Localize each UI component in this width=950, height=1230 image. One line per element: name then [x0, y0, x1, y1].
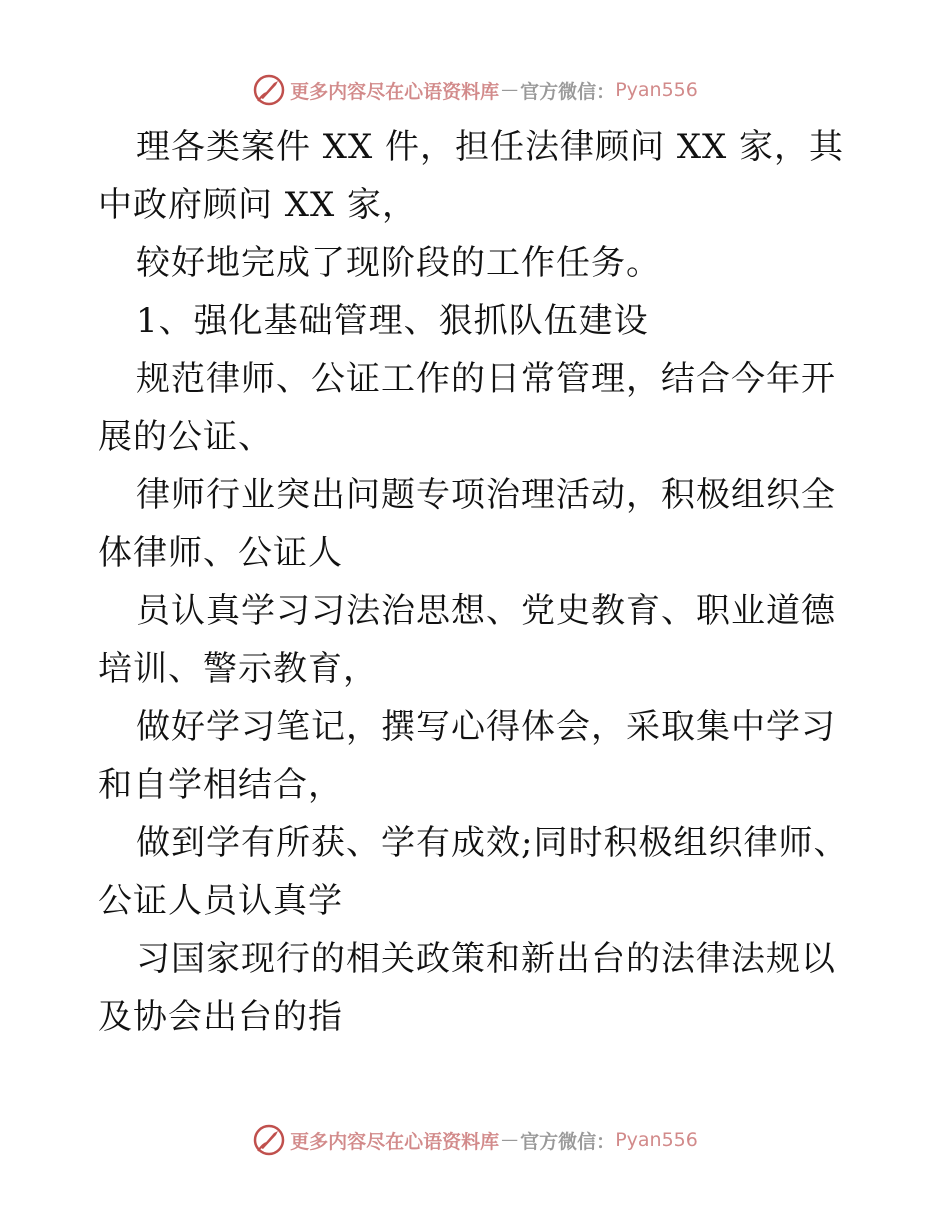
paragraph-line: 1、强化基础管理、狠抓队伍建设 [136, 301, 649, 341]
paragraph-line: 员认真学习习法治思想、党史教育、职业道德培 [98, 591, 836, 689]
paragraph [98, 350, 853, 466]
paragraph-line: 训、警示教育， [133, 649, 378, 689]
watermark-wechat-id: Pyan556 [615, 79, 698, 101]
header-watermark [0, 70, 950, 110]
watermark-site-text: 更多内容尽在心语资料库 [290, 80, 500, 103]
paragraph [98, 234, 853, 292]
paragraph-line: 律师行业突出问题专项治理活动，积极组织全体 [98, 475, 836, 573]
watermark-wechat-label: 官方微信： [520, 1130, 616, 1153]
paragraph-line: 较好地完成了现阶段的工作任务。 [136, 243, 661, 283]
watermark-wechat-label: 官方微信： [520, 80, 616, 103]
quill-circle-logo-icon [252, 73, 286, 107]
paragraph-line: 协会出台的指 [133, 997, 343, 1037]
paragraph-line: 做好学习笔记，撰写心得体会，采取集中学习和 [98, 707, 836, 805]
quill-circle-logo-icon [252, 1123, 286, 1157]
paragraph-line: 做到学有所获、学有成效;同时积极组织律师、 [136, 823, 849, 863]
paragraph-line: 公证人员认真学 [98, 881, 343, 921]
section-heading [98, 292, 853, 350]
paragraph-line: 习国家现行的相关政策和新出台的法律法规以及 [98, 939, 836, 1037]
paragraph-line: 自学相结合， [133, 765, 343, 805]
watermark-site-text: 更多内容尽在心语资料库 [290, 1130, 500, 1153]
footer-watermark [0, 1120, 950, 1160]
watermark-separator: — [501, 80, 519, 100]
paragraph-line: 律师、公证人 [133, 533, 343, 573]
paragraph [98, 118, 853, 234]
paragraph [98, 930, 853, 1046]
paragraph-line: 规范律师、公证工作的日常管理，结合今年开展 [98, 359, 836, 457]
document-body [98, 118, 853, 1046]
watermark-separator: — [501, 1130, 519, 1150]
paragraph [98, 698, 853, 814]
paragraph [98, 582, 853, 698]
paragraph-line: 政府顾问 XX 家， [133, 185, 418, 225]
paragraph [98, 814, 853, 930]
watermark-wechat-id: Pyan556 [615, 1129, 698, 1151]
paragraph-line: 理各类案件 XX 件，担任法律顾问 XX 家，其中 [98, 127, 845, 225]
paragraph [98, 466, 853, 582]
paragraph-line: 的公证、 [133, 417, 273, 457]
